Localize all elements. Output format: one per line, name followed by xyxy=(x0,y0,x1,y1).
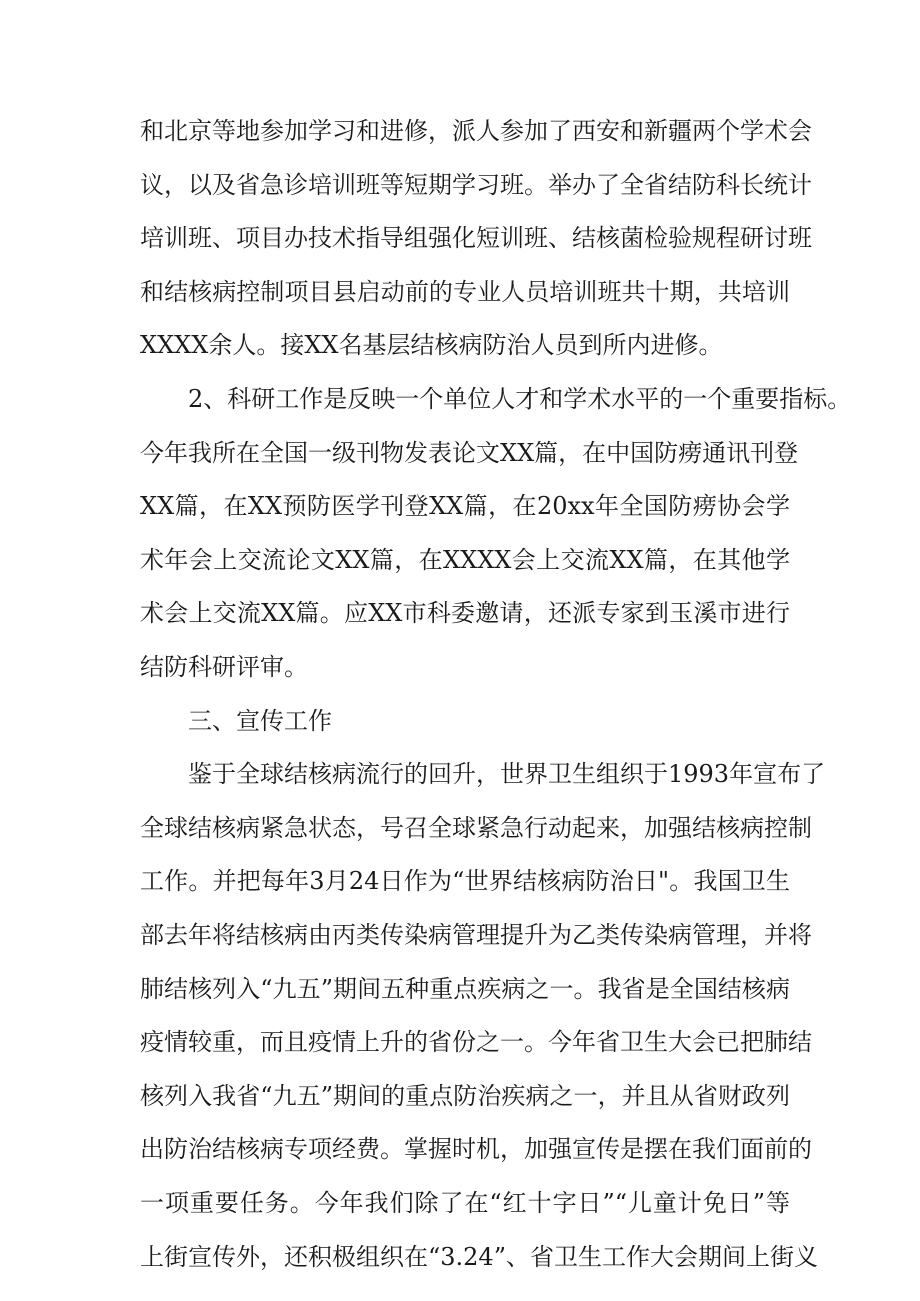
text-line: 一项重要任务。今年我们除了在“红十字日”“儿童计免日”等 xyxy=(140,1189,790,1217)
text-line: 和北京等地参加学习和进修，派人参加了西安和新疆两个学术会 xyxy=(140,117,812,145)
text-line: 议，以及省急诊培训班等短期学习班。举办了全省结防科长统计 xyxy=(140,171,812,199)
text-line: 和结核病控制项目县启动前的专业人员培训班共十期，共培训 xyxy=(140,278,790,306)
text-line: 结防科研评审。 xyxy=(140,653,308,681)
text-line: 核列入我省“九五”期间的重点防治疾病之一，并且从省财政列 xyxy=(140,1082,790,1110)
text-line: 鉴于全球结核病流行的回升，世界卫生组织于1993年宣布了 xyxy=(188,760,826,788)
text-line: 全球结核病紧急状态，号召全球紧急行动起来，加强结核病控制 xyxy=(140,814,812,842)
text-line: 疫情较重，而且疫情上升的省份之一。今年省卫生大会已把肺结 xyxy=(140,1028,812,1056)
text-line: 肺结核列入“九五”期间五种重点疾病之一。我省是全国结核病 xyxy=(140,975,790,1003)
text-line: XXXX余人。接XX名基层结核病防治人员到所内进修。 xyxy=(140,331,723,359)
text-line: 出防治结核病专项经费。掌握时机，加强宣传是摆在我们面前的 xyxy=(140,1135,812,1163)
text-line: 部去年将结核病由丙类传染病管理提升为乙类传染病管理，并将 xyxy=(140,921,812,949)
text-line: XX篇，在XX预防医学刊登XX篇，在20xx年全国防痨协会学 xyxy=(140,492,790,520)
text-line: 上街宣传外，还积极组织在“3.24”、省卫生工作大会期间上街义 xyxy=(140,1243,818,1271)
text-line: 培训班、项目办技术指导组强化短训班、结核菌检验规程研讨班 xyxy=(140,224,812,252)
text-line: 工作。并把每年3月24日作为“世界结核病防治日"。我国卫生 xyxy=(140,867,790,895)
text-line: 术年会上交流论文XX篇，在XXXX会上交流XX篇，在其他学 xyxy=(140,546,790,574)
text-line: 今年我所在全国一级刊物发表论文XX篇，在中国防痨通讯刊登 xyxy=(140,439,799,467)
text-line: 2、科研工作是反映一个单位人才和学术水平的一个重要指标。 xyxy=(188,385,852,413)
section-heading: 三、宣传工作 xyxy=(188,707,332,735)
text-line: 术会上交流XX篇。应XX市科委邀请，还派专家到玉溪市进行 xyxy=(140,599,790,627)
